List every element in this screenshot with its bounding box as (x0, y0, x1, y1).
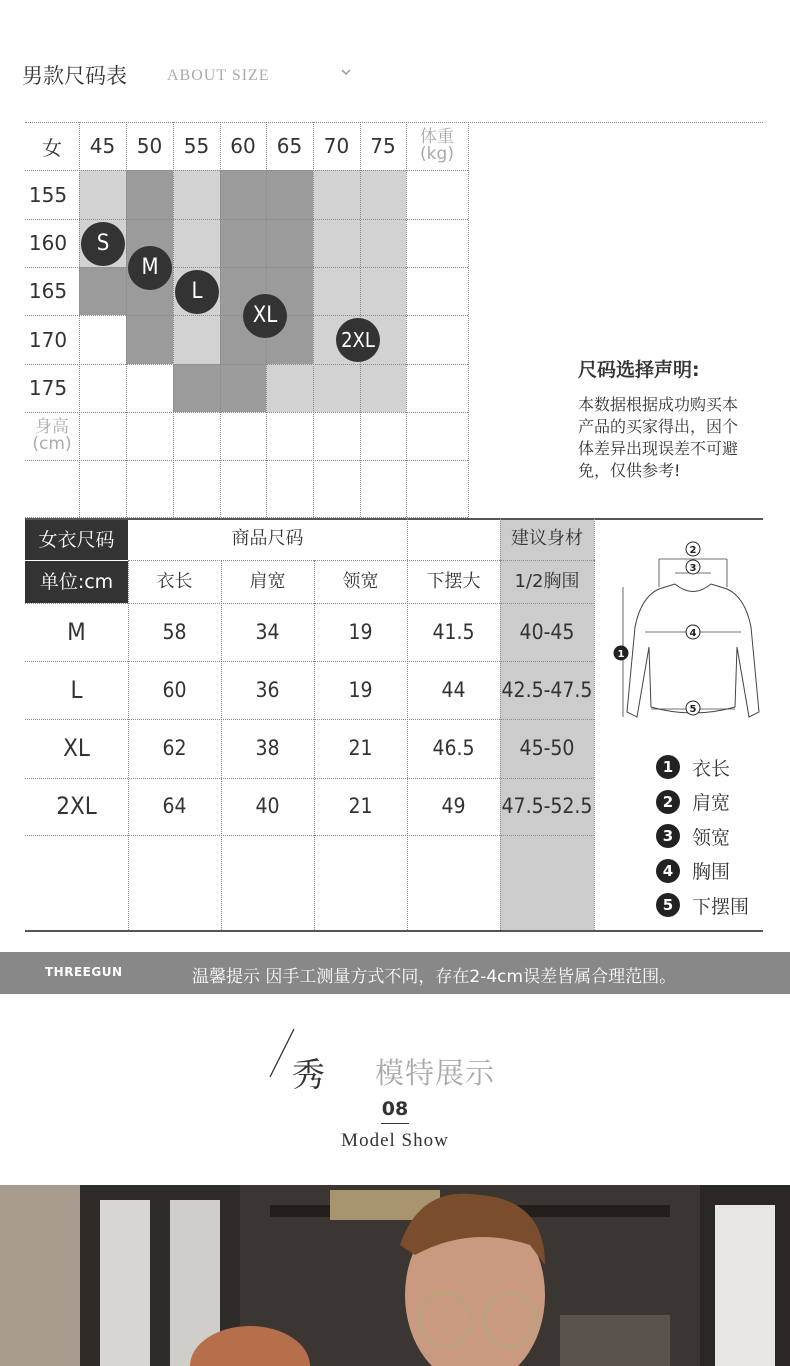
weight-label: 50 (136, 134, 163, 158)
suggested-body-header: 建议身材 (511, 528, 583, 549)
grid-line (25, 219, 468, 220)
grid-cell (173, 364, 220, 412)
legend-item (656, 888, 749, 923)
table-cell: 46.5 (432, 736, 475, 760)
grid-cell (360, 219, 406, 267)
height-label: 160 (28, 231, 68, 255)
table-cell: 19 (348, 620, 373, 644)
grid-cell (220, 170, 266, 219)
grid-line (79, 122, 80, 517)
table-line (25, 835, 594, 836)
row-size-label: XL (63, 734, 90, 762)
chest-cell: 47.5-52.5 (501, 794, 593, 818)
chest-cell: 40-45 (519, 620, 575, 644)
height-unit-label (25, 412, 79, 460)
table-line (594, 518, 595, 560)
chevron-down-icon[interactable] (340, 66, 352, 82)
size-grid (25, 122, 468, 517)
tip-banner (0, 952, 790, 994)
grid-cell (79, 170, 126, 219)
grid-cell (173, 170, 220, 219)
grid-cell (360, 364, 406, 412)
legend-label: 衣长 (692, 757, 731, 780)
table-cell: 21 (348, 794, 373, 818)
grid-cell (360, 267, 406, 315)
weight-label: 70 (323, 134, 350, 158)
table-bottom-rule (25, 930, 763, 932)
shirt-diagram (605, 537, 770, 727)
column-header: 衣长 (156, 571, 193, 592)
size-bubble-l: L (175, 270, 219, 314)
table-line (594, 560, 595, 930)
grid-cell (79, 267, 126, 315)
grid-cell (313, 219, 360, 267)
grid-cell (126, 170, 173, 219)
grid-cell (313, 267, 360, 315)
table-cell: 62 (162, 736, 187, 760)
grid-cell (126, 315, 173, 364)
height-label: 155 (28, 182, 68, 207)
column-header: 下摆大 (426, 571, 481, 592)
diagram-marker-label: 5 (689, 704, 697, 715)
weight-label: 55 (183, 134, 210, 158)
grid-cell (313, 364, 360, 412)
model-show-title: 模特展示 (375, 1056, 496, 1090)
grid-line (313, 122, 314, 517)
section-number-underline (381, 1123, 409, 1124)
row-size-label: L (70, 676, 83, 704)
weight-label: 60 (230, 134, 256, 158)
row-size-label: M (67, 618, 86, 646)
height-unit-label-top: 身高 (35, 417, 69, 437)
legend-number: 5 (656, 893, 680, 917)
grid-line (406, 122, 407, 517)
table-cell: 36 (255, 678, 280, 702)
weight-unit: (kg) (420, 144, 454, 164)
legend-label: 下摆围 (692, 895, 750, 918)
height-label: 170 (28, 327, 68, 352)
measurement-legend (656, 750, 749, 923)
size-chart-title: 男款尺码表 (22, 64, 127, 88)
height-unit: (cm) (32, 434, 72, 454)
unit-col-header: 单位:cm (25, 561, 128, 603)
legend-number: 1 (656, 755, 680, 779)
section-number: 08 (381, 1098, 409, 1120)
model-show-char: 秀 (292, 1055, 325, 1094)
legend-label: 胸围 (692, 861, 731, 884)
diagram-marker-label: 1 (617, 649, 625, 660)
diagram-marker-label: 4 (689, 628, 697, 639)
table-cell: 19 (348, 678, 373, 702)
grid-line (468, 122, 469, 517)
table-cell: 41.5 (432, 620, 475, 644)
grid-line (25, 412, 468, 413)
grid-line (25, 460, 468, 461)
weight-label: 75 (370, 134, 396, 158)
model-photo (0, 1185, 790, 1366)
size-bubble-m: M (128, 246, 172, 290)
table-cell: 49 (441, 794, 466, 818)
chest-cell: 42.5-47.5 (501, 678, 593, 702)
grid-line (126, 122, 127, 517)
size-col-header: 女衣尺码 (25, 520, 128, 560)
grid-line (173, 122, 174, 517)
grid-cell (266, 219, 313, 267)
legend-label: 领宽 (692, 826, 731, 849)
table-cell: 38 (255, 736, 280, 760)
size-bubble-s: S (81, 222, 125, 266)
table-cell: 44 (441, 678, 466, 702)
weight-label: 65 (276, 134, 303, 158)
row-size-label: 2XL (56, 792, 97, 820)
grid-cell (266, 170, 313, 219)
chest-column-header: 1/2胸围 (514, 571, 580, 592)
grid-line (25, 267, 468, 268)
column-header: 肩宽 (249, 571, 286, 592)
size-bubble-2xl: 2XL (336, 318, 380, 362)
model-show-section (0, 1025, 790, 1155)
legend-label: 肩宽 (692, 792, 731, 815)
legend-item (656, 785, 749, 820)
grid-line (25, 364, 468, 365)
weight-unit-label-top: 体重 (420, 127, 454, 147)
weight-label: 45 (89, 134, 116, 158)
legend-number: 4 (656, 859, 680, 883)
tip-text: 温馨提示 因手工测量方式不同，存在2-4cm误差皆属合理范围。 (192, 967, 677, 987)
legend-number: 3 (656, 824, 680, 848)
chest-cell: 45-50 (519, 736, 575, 760)
column-header: 领宽 (342, 571, 379, 592)
grid-cell (360, 170, 406, 219)
grid-cell (173, 219, 220, 267)
diagram-marker-label: 2 (689, 545, 697, 556)
size-chart-header (0, 58, 790, 98)
size-chart-subtitle: ABOUT SIZE (167, 67, 270, 84)
grid-cell (266, 364, 313, 412)
grid-cell (220, 364, 266, 412)
table-cell: 64 (162, 794, 187, 818)
product-size-group-header: 商品尺码 (231, 528, 304, 549)
table-cell: 34 (255, 620, 280, 644)
grid-line (220, 122, 221, 517)
height-label: 175 (28, 376, 68, 400)
grid-cell (220, 219, 266, 267)
diagram-marker-label: 3 (689, 563, 697, 574)
grid-cell (173, 315, 220, 364)
notice-title: 尺码选择声明: (578, 359, 700, 381)
table-cell: 21 (348, 736, 373, 760)
brand-logo: THREEGUN (45, 965, 123, 979)
legend-item (656, 854, 749, 889)
legend-item (656, 819, 749, 854)
grid-line (25, 170, 468, 171)
notice-body: 本数据根据成功购买本产品的买家得出，因个体差异出现误差不可避免，仅供参考! (578, 395, 739, 480)
table-cell: 60 (162, 678, 187, 702)
model-show-subtitle: Model Show (341, 1130, 449, 1151)
height-label: 165 (28, 279, 68, 303)
table-cell: 40 (255, 794, 280, 818)
size-bubble-xl: XL (243, 294, 287, 338)
table-cell: 58 (162, 620, 187, 644)
grid-corner-label: 女 (42, 135, 62, 160)
weight-unit-label (406, 122, 468, 170)
legend-number: 2 (656, 790, 680, 814)
size-notice (578, 355, 748, 482)
grid-cell (313, 170, 360, 219)
legend-item (656, 750, 749, 785)
table-line (407, 518, 408, 560)
